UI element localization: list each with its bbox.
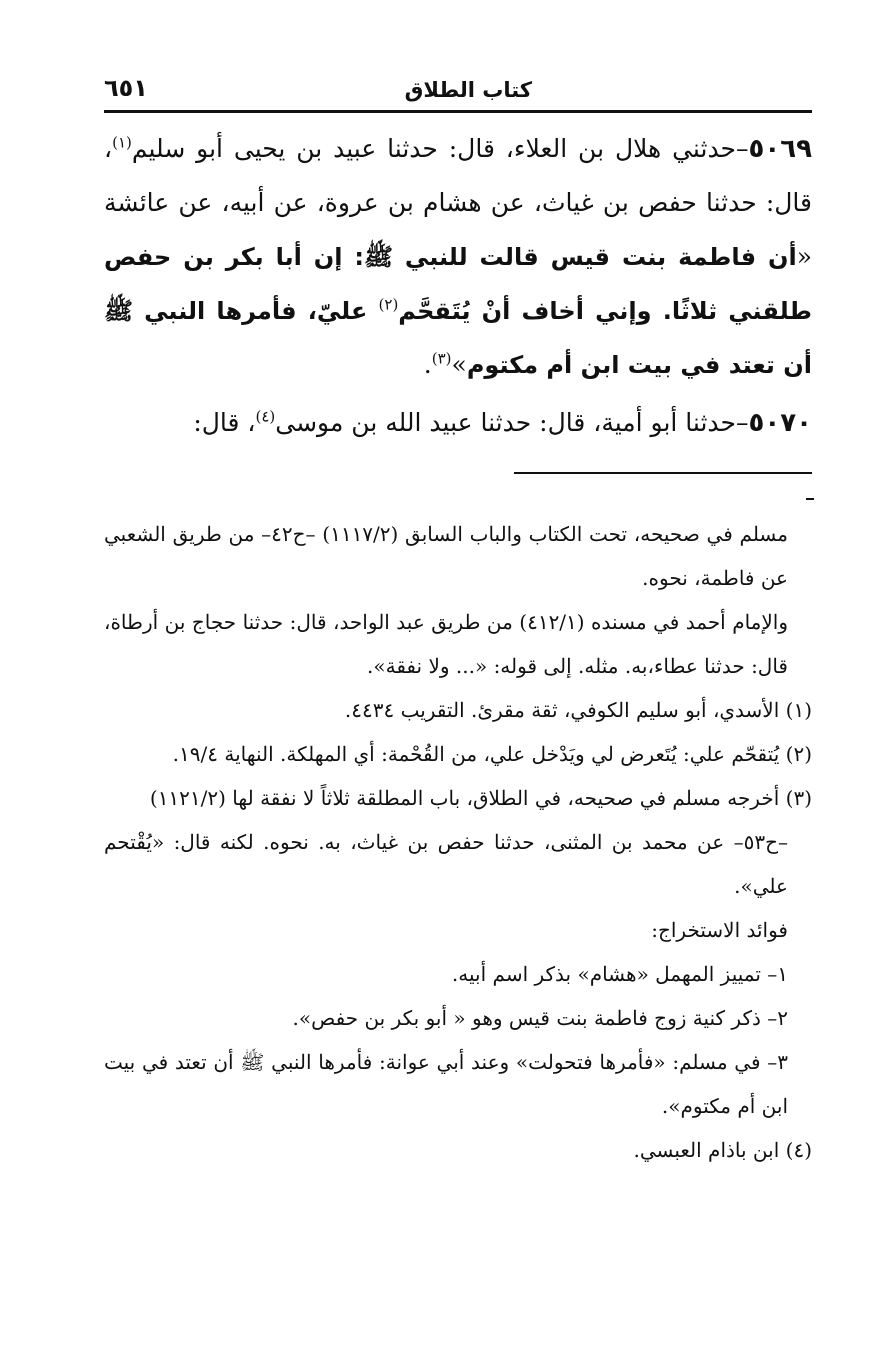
- hadith-number: ٥٠٧٠: [748, 408, 812, 438]
- fawaid-item-3: ٣– في مسلم: «فأمرها فتحولت» وعند أبي عوانة: فأمرها النبي ﷺ أن تعتد في بيت ابن أم مكتوم».: [104, 1050, 788, 1118]
- continuation-mark: [806, 498, 814, 500]
- hadith-number: ٥٠٦٩: [748, 134, 812, 164]
- quote-open: «: [796, 242, 812, 271]
- footnotes: [104, 512, 812, 1172]
- footnote-ref-2[interactable]: (٢): [378, 295, 399, 314]
- footnote-continuation-1: مسلم في صحيحه، تحت الكتاب والباب السابق (١١١٧/٢) –ح٤٢– من طريق الشعبي عن فاطمة، نحوه.: [104, 522, 788, 590]
- footnote-ref-4[interactable]: (٤): [255, 407, 276, 426]
- footnote-separator: [514, 472, 812, 474]
- main-text: [104, 122, 812, 450]
- hadith-matn-a: أن فاطمة بنت قيس قالت للنبي ﷺ: إن أبا بكر بن حفص طلقني ثلاثًا. وإني أخاف أنْ يُتَقحَّم: [104, 243, 812, 325]
- hadith-end: .: [423, 350, 432, 379]
- hadith-chain: ، قال: حدثنا حفص بن غياث، عن هشام بن عروة، عن أبيه، عن عائشة: [104, 134, 812, 217]
- fawaid-title: فوائد الاستخراج:: [651, 918, 788, 942]
- hadith-5069: [104, 122, 812, 392]
- hadith-end: ، قال:: [193, 408, 256, 437]
- footnote-4: (٤) ابن باذام العبسي.: [633, 1138, 812, 1162]
- running-header: [104, 70, 812, 110]
- footnote-3: (٣) أخرجه مسلم في صحيحه، في الطلاق، باب المطلقة ثلاثاً لا نفقة لها (١١٢١/٢): [149, 786, 812, 810]
- quote-close: »: [451, 350, 467, 379]
- hadith-isnad: –حدثنا أبو أمية، قال: حدثنا عبيد الله بن موسى: [275, 408, 749, 437]
- page-number: ٦٥١: [104, 74, 148, 102]
- footnote-3-continuation: –ح٥٣– عن محمد بن المثنى، حدثنا حفص بن غياث، به. نحوه. لكنه قال: «يُقْتحم علي».: [104, 830, 788, 898]
- fawaid-item-1: ١– تمييز المهمل «هشام» بذكر اسم أبيه.: [451, 962, 788, 986]
- hadith-5070: [104, 396, 812, 450]
- hadith-isnad: –حدثني هلال بن العلاء، قال: حدثنا عبيد بن يحيى أبو سليم: [131, 134, 749, 163]
- footnote-2: (٢) يُتقحّم علي: يُتَعرض لي ويَدْخل علي، من القُحْمة: أي المهلكة. النهاية ١٩/٤.: [172, 742, 812, 766]
- footnote-ref-1[interactable]: (١): [112, 133, 132, 152]
- footnote-continuation-2: والإمام أحمد في مسنده (٤١٢/١) من طريق عبد الواحد، قال: حدثنا حجاج بن أرطاة، قال: حدثنا عطاء،به. مثله. إلى قوله: «... ولا نفقة».: [104, 610, 789, 678]
- footnote-ref-3[interactable]: (٣): [431, 349, 452, 368]
- fawaid-item-2: ٢– ذكر كنية زوج فاطمة بنت قيس وهو « أبو بكر بن حفص».: [292, 1006, 788, 1030]
- footnote-1: (١) الأسدي، أبو سليم الكوفي، ثقة مقرئ. التقريب ٤٤٣٤.: [344, 698, 812, 722]
- chapter-title: كتاب الطلاق: [404, 78, 532, 102]
- hadith-matn-b: عليّ، فأمرها النبي ﷺ أن تعتد في بيت ابن أم مكتوم: [104, 297, 812, 379]
- header-rule: [104, 110, 812, 113]
